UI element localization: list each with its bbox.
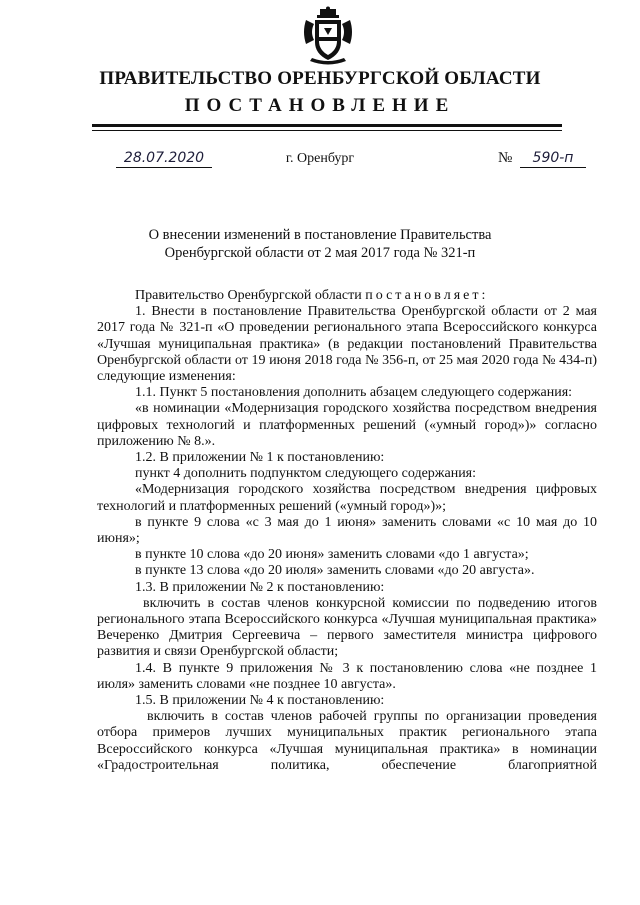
paragraph-1-3-a: включить в состав членов конкурсной комиссии по подведению итогов регионального этапа Всероссийского конкурса «Лучшая муниципальная практика» Вечеренко Дмитрия Сергеевича – первого заместителя министра цифрового развития и связи Оренбургской области; <box>97 595 597 660</box>
document-number: 590-п <box>520 149 586 168</box>
paragraph-1-2-b: «Модернизация городского хозяйства посредством внедрения цифровых технологий и платформенных решений («умный город»)»; <box>97 482 597 514</box>
paragraph-1-2-e: в пункте 13 слова «до 20 июля» заменить словами «до 20 августа». <box>135 563 535 579</box>
subject-line-1: О внесении изменений в постановление Правительства <box>148 227 492 243</box>
paragraph-1: 1. Внести в постановление Правительства Оренбургской области от 2 мая 2017 года № 321-п «О проведении регионального этапа Всероссийского конкурса «Лучшая муниципальная практика» (в редакции постановлений Правительства Оренбургской области от 19 июня 2018 года № 356-п, от 25 мая 2020 года № 434-п) следующие изменения: <box>97 304 597 385</box>
paragraph-1-2-c: в пункте 9 слова «с 3 мая до 1 июня» заменить словами «с 10 мая до 10 июня»; <box>97 514 597 547</box>
coat-of-arms-icon <box>300 6 356 68</box>
intro-paragraph <box>97 288 597 304</box>
intro-lead: Правительство Оренбургской области <box>135 288 362 303</box>
paragraph-1-2-d: в пункте 10 слова «до 20 июня» заменить словами «до 1 августа»; <box>135 547 529 563</box>
paragraph-1-4: 1.4. В пункте 9 приложения № 3 к постановлению слова «не позднее 1 июля» заменить словами «не позднее 10 августа». <box>97 660 597 692</box>
number-sign: № <box>498 150 513 166</box>
document-city: г. Оренбург <box>285 151 355 166</box>
paragraph-1-5: 1.5. В приложении № 4 к постановлению: <box>135 693 385 709</box>
paragraph-1-2: 1.2. В приложении № 1 к постановлению: <box>135 450 385 466</box>
organization-name: ПРАВИТЕЛЬСТВО ОРЕНБУРГСКОЙ ОБЛАСТИ <box>99 68 541 89</box>
paragraph-1-1-quote: «в номинации «Модернизация городского хозяйства посредством внедрения цифровых технологий и платформенных решений («умный город»)» согласно приложению № 8.». <box>97 401 597 449</box>
document-body <box>97 288 597 774</box>
paragraph-1-2-a: пункт 4 дополнить подпунктом следующего содержания: <box>135 466 477 482</box>
intro-verb: постановляет: <box>365 288 489 303</box>
paragraph-1-5-a: включить в состав членов рабочей группы по организации проведения отбора примеров лучших муниципальных практик регионального этапа Всероссийского конкурса «Лучшая муниципальная практика» в номинации «Градостроительная политика, обеспечение благоприятной <box>97 709 597 773</box>
subject-line-2: Оренбургской области от 2 мая 2017 года № 321-п <box>164 245 476 261</box>
paragraph-1-1: 1.1. Пункт 5 постановления дополнить абзацем следующего содержания: <box>135 385 573 401</box>
document-type: ПОСТАНОВЛЕНИЕ <box>184 95 456 116</box>
header-divider-thick <box>92 124 562 127</box>
paragraph-1-3: 1.3. В приложении № 2 к постановлению: <box>135 579 385 595</box>
document-subject <box>0 226 640 262</box>
document-date: 28.07.2020 <box>116 149 212 168</box>
header-divider-thin <box>92 130 562 131</box>
